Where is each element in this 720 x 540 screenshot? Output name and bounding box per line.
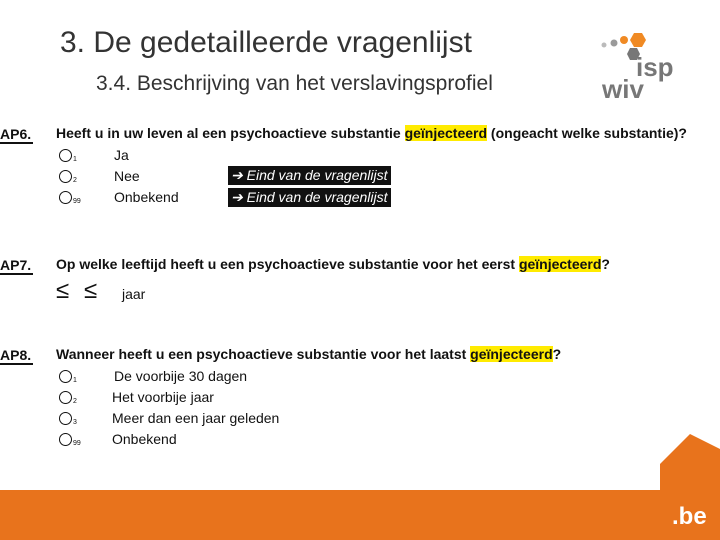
option-ja[interactable]: 1 Ja (56, 147, 416, 165)
radio-button[interactable] (59, 433, 72, 446)
question-text-ap6: Heeft u in uw leven al een psychoactieve substantie geïnjecteerd (ongeacht welke substantie)? (56, 125, 687, 141)
arrow-right-icon: ➔ (231, 189, 243, 205)
radio-button[interactable] (59, 191, 72, 204)
option-nee[interactable]: 2 Nee (56, 168, 416, 186)
svg-text:isp: isp (636, 52, 674, 82)
radio-button[interactable] (59, 370, 72, 383)
radio-button[interactable] (59, 391, 72, 404)
highlight-injected: geïnjecteerd (470, 346, 553, 362)
page-title: 3. De gedetailleerde vragenlijst (60, 26, 472, 59)
option-over-year[interactable]: 3 Meer dan een jaar geleden (56, 410, 416, 428)
highlight-injected: geïnjecteerd (404, 125, 488, 141)
age-digit-box[interactable]: ≤ (84, 277, 98, 304)
goto-end-label: ➔ Eind van de vragenlijst (228, 166, 391, 185)
option-unknown[interactable]: 99 Onbekend (56, 431, 416, 449)
option-label: De voorbije 30 dagen (114, 368, 248, 384)
age-digit-box[interactable]: ≤ (56, 277, 70, 304)
footer-bar (0, 490, 720, 540)
question-number-ap6: AP6. (0, 126, 32, 142)
radio-button[interactable] (59, 170, 72, 183)
question-text-ap7: Op welke leeftijd heeft u een psychoactieve substantie voor het eerst geïnjecteerd? (56, 256, 610, 272)
svg-text:wiv: wiv (602, 74, 644, 100)
option-past-year[interactable]: 2 Het voorbije jaar (56, 389, 416, 407)
goto-end-label: ➔ Eind van de vragenlijst (228, 188, 391, 207)
unit-label: jaar (122, 286, 146, 302)
option-onbekend[interactable]: 99 Onbekend (56, 189, 416, 207)
question-number-ap8: AP8. (0, 347, 32, 363)
option-label: Onbekend (112, 431, 177, 447)
be-logo: .be (672, 503, 707, 530)
option-label: Onbekend (114, 189, 179, 205)
radio-button[interactable] (59, 149, 72, 162)
isp-wiv-logo (596, 30, 682, 100)
option-label: Nee (114, 168, 140, 184)
option-label: Meer dan een jaar geleden (112, 410, 280, 426)
option-30-days[interactable]: 1 De voorbije 30 dagen (56, 368, 416, 386)
highlight-injected: geïnjecteerd (518, 256, 602, 272)
radio-button[interactable] (59, 412, 72, 425)
option-label: Ja (114, 147, 129, 163)
page-subtitle: 3.4. Beschrijving van het verslavingsprofiel (96, 72, 493, 95)
arrow-right-icon: ➔ (231, 167, 243, 183)
hexagon-decoration-icon (660, 434, 720, 494)
question-text-ap8: Wanneer heeft u een psychoactieve substantie voor het laatst geïnjecteerd? (56, 346, 562, 362)
option-label: Het voorbije jaar (112, 389, 214, 405)
question-number-ap7: AP7. (0, 257, 32, 273)
